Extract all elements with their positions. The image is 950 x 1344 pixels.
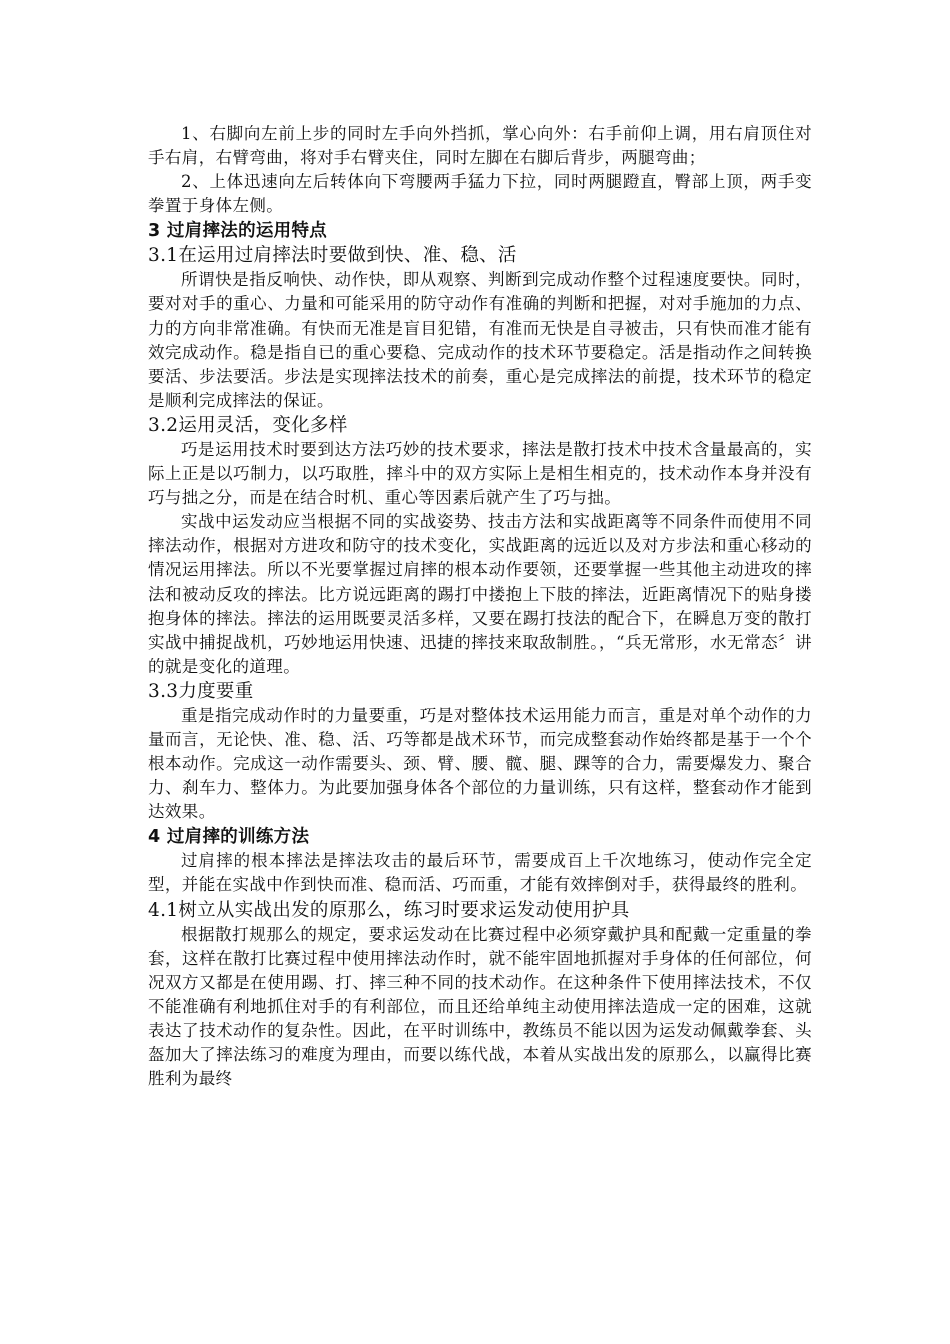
- paragraph: 根据散打规那么的规定，要求运发动在比赛过程中必须穿戴护具和配戴一定重量的拳套，这样在散打比赛过程中使用摔法动作时，就不能牢固地抓握对手身体的任何部位，何况双方又都是在使用踢、打、摔三种不同的技术动作。在这种条件下使用摔法技术，不仅不能准确有利地抓住对手的有利部位，而且还给单纯主动使用摔法造成一定的困难，这就表达了技术动作的复杂性。因此，在平时训练中，教练员不能以因为运发动佩戴拳套、头盔加大了摔法练习的难度为理由，而要以练代战，本着从实战出发的原那么，以赢得比赛胜利为最终: [148, 924, 812, 1089]
- paragraph: 巧是运用技术时要到达方法巧妙的技术要求，摔法是散打技术中技术含量最高的，实际上正是以巧制力，以巧取胜，摔斗中的双方实际上是相生相克的，技术动作本身并没有巧与拙之分，而是在结合时机、重心等因素后就产生了巧与拙。: [148, 439, 812, 508]
- paragraph: 1、右脚向左前上步的同时左手向外挡抓，掌心向外：右手前仰上调，用右肩顶住对手右肩，右臂弯曲，将对手右臂夹住，同时左脚在右脚后背步，两腿弯曲；: [148, 124, 812, 168]
- section-heading-3: 3 过肩摔法的运用特点: [148, 221, 328, 242]
- subsection-heading-3-2: 3.2运用灵活，变化多样: [148, 414, 348, 436]
- paragraph: 2、上体迅速向左后转体向下弯腰两手猛力下拉，同时两腿蹬直，臀部上顶，两手变拳置于身体左侧。: [148, 172, 812, 216]
- paragraph: 过肩摔的根本摔法是摔法攻击的最后环节，需要成百上千次地练习，使动作完全定型，并能在实战中作到快而准、稳而活、巧而重，才能有效摔倒对手，获得最终的胜利。: [148, 851, 812, 895]
- subsection-heading-4-1: 4.1树立从实战出发的原那么，练习时要求运发动使用护具: [148, 899, 630, 921]
- paragraph: 重是指完成动作时的力量要重，巧是对整体技术运用能力而言，重是对单个动作的力量而言，无论快、准、稳、活、巧等都是战术环节，而完成整套动作始终都是基于一个个根本动作。完成这一动作需要头、颈、臂、腰、髋、腿、踝等的合力，需要爆发力、聚合力、刹车力、整体力。为此要加强身体各个部位的力量训练，只有这样，整套动作才能到达效果。: [148, 705, 812, 822]
- subsection-heading-3-3: 3.3力度要重: [148, 680, 254, 702]
- paragraph: 实战中运发动应当根据不同的实战姿势、技击方法和实战距离等不同条件而使用不同摔法动作，根据对方进攻和防守的技术变化，实战距离的远近以及对方步法和重心移动的情况运用摔法。所以不光要掌握过肩摔的根本动作要领，还要掌握一些其他主动进攻的摔法和被动反攻的摔法。比方说远距离的踢打中搂抱上下肢的摔法，近距离情况下的贴身搂抱身体的摔法。摔法的运用既要灵活多样，又要在踢打技法的配合下，在瞬息万变的散打实战中捕捉战机，巧妙地运用快速、迅捷的摔技来取敌制胜。，“兵无常形，水无常态〞讲的就是变化的道理。: [148, 512, 812, 676]
- document-page: [148, 122, 812, 1091]
- subsection-heading-3-1: 3.1在运用过肩摔法时要做到快、准、稳、活: [148, 245, 517, 267]
- section-heading-4: 4 过肩摔的训练方法: [148, 827, 310, 848]
- paragraph: 所谓快是指反响快、动作快，即从观察、判断到完成动作整个过程速度要快。同时，要对对手的重心、力量和可能采用的防守动作有准确的判断和把握，对对手施加的力点、力的方向非常准确。有快而无准是盲目犯错，有准而无快是自寻被击，只有快而准才能有效完成动作。稳是指自已的重心要稳、完成动作的技术环节要稳定。活是指动作之间转换要活、步法要活。步法是实现摔法技术的前奏，重心是完成摔法的前提，技术环节的稳定是顺利完成摔法的保证。: [148, 270, 812, 410]
